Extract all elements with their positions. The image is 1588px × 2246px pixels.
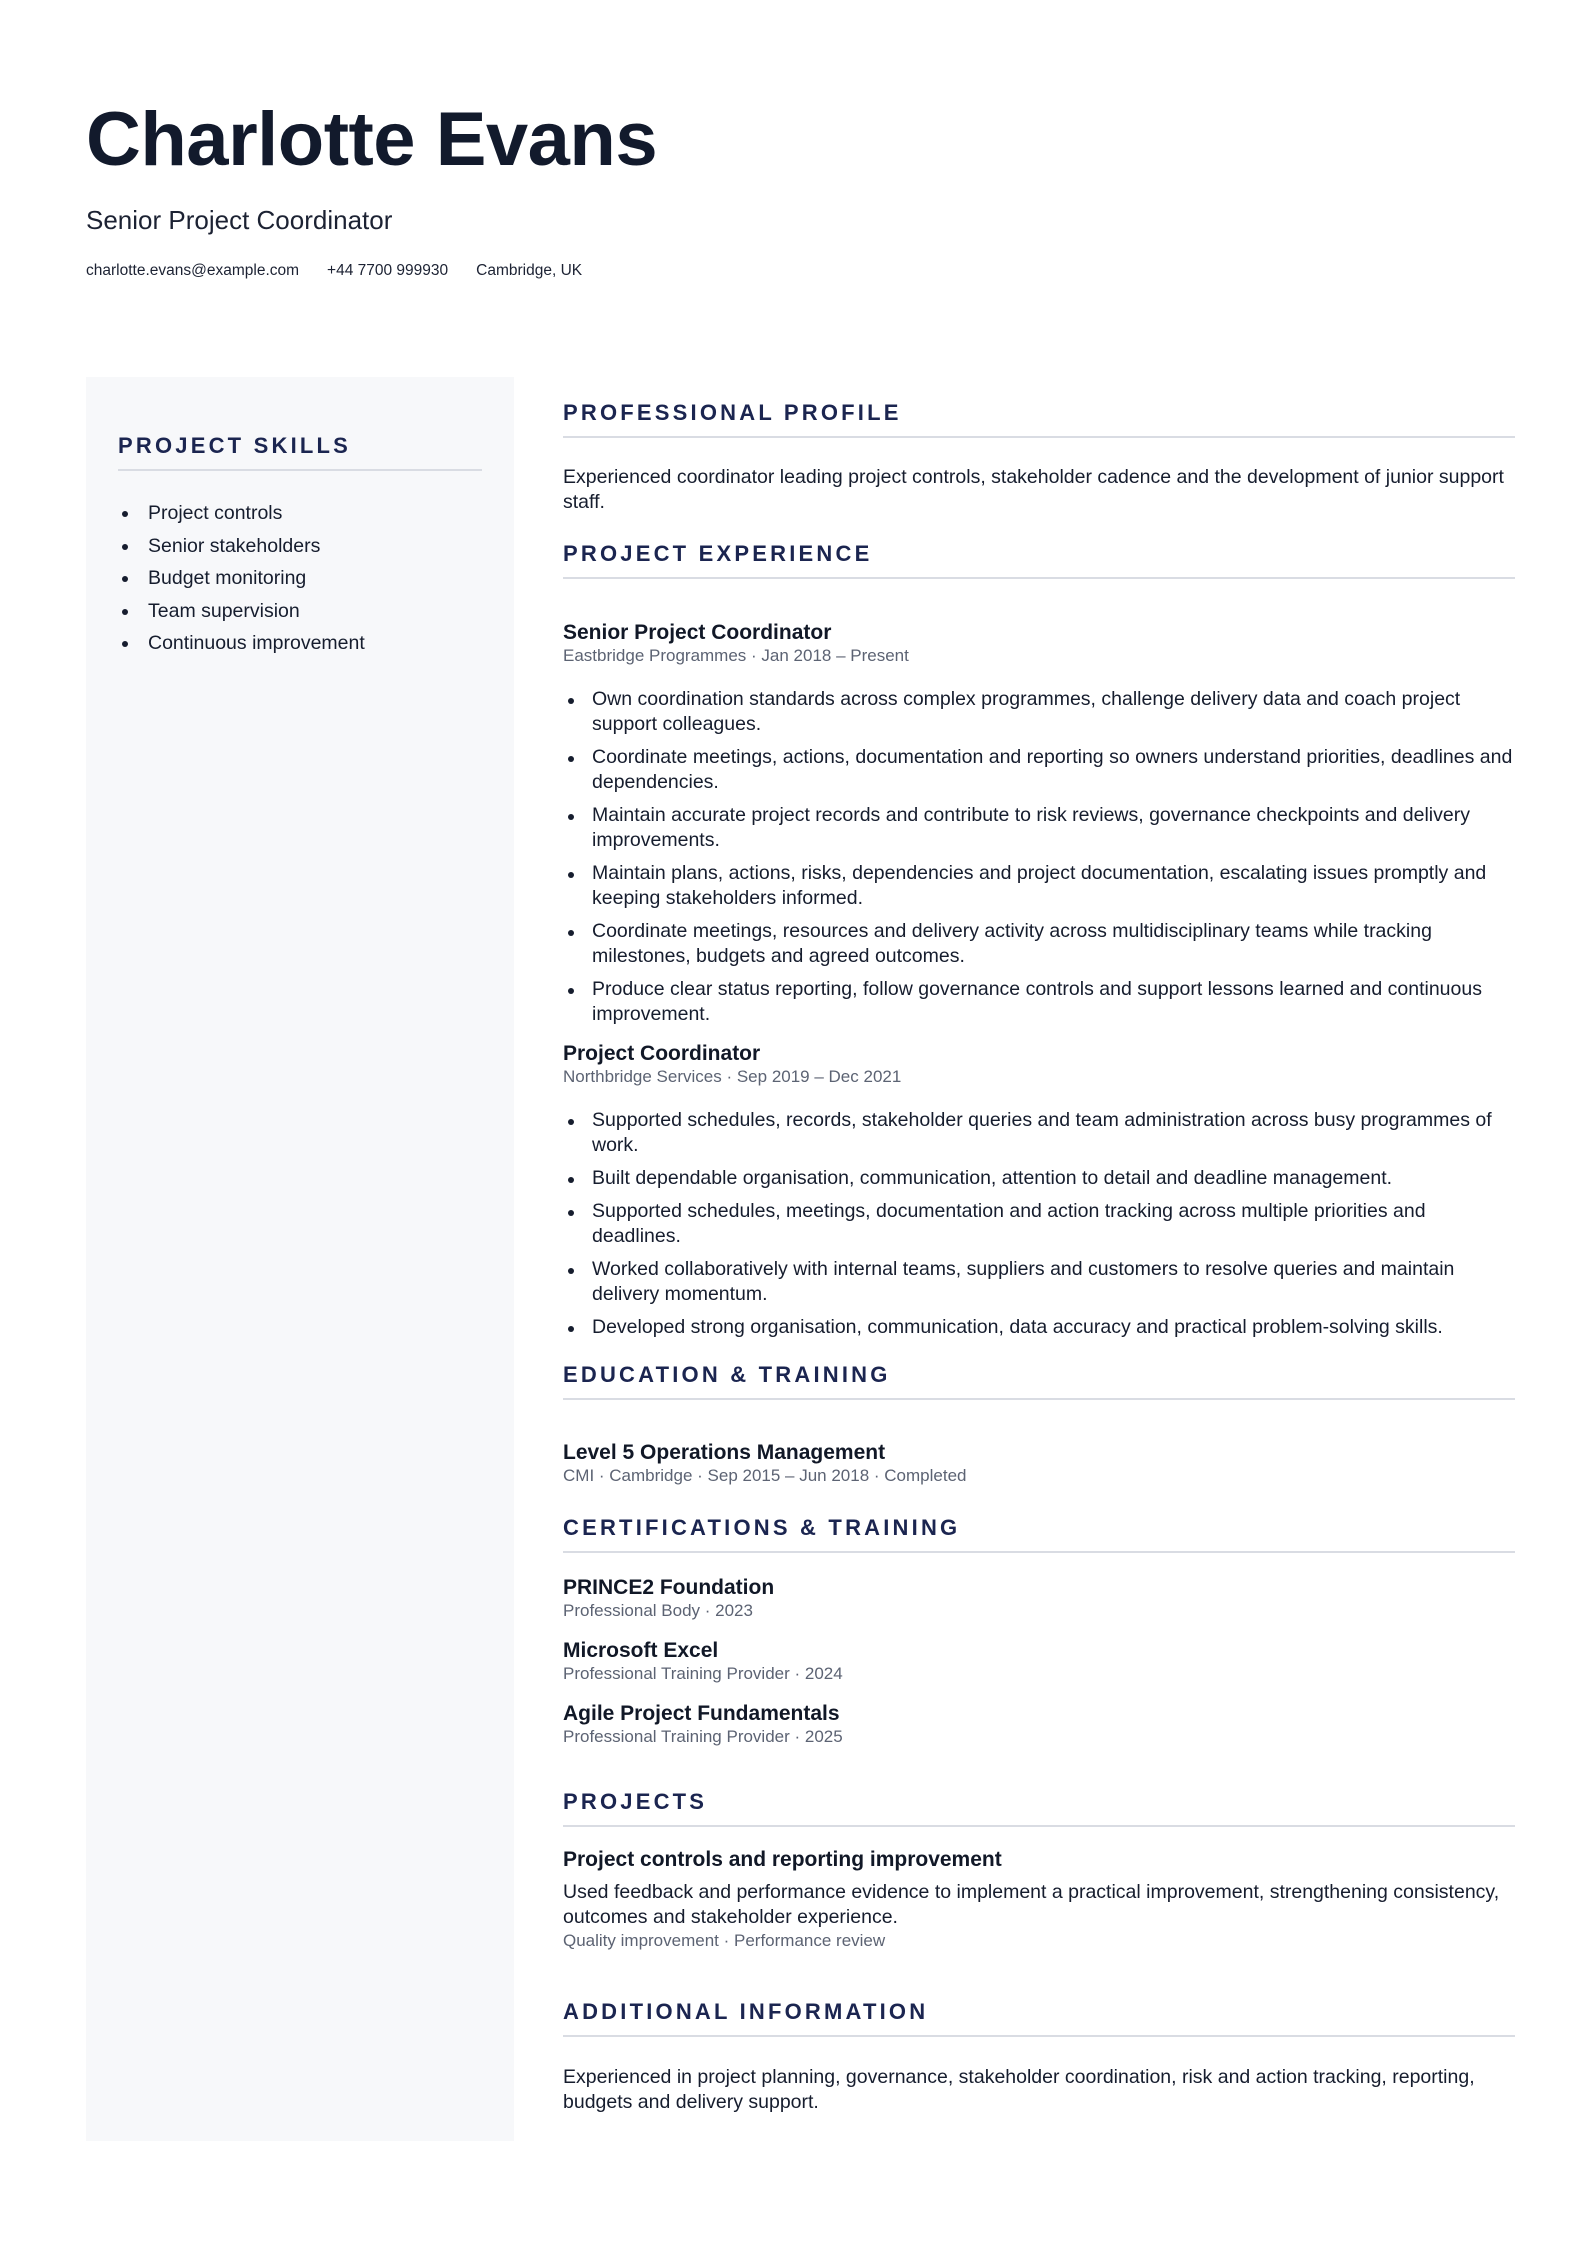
certification-meta: Professional Training Provider · 2025: [563, 1727, 843, 1746]
job-bullet: Produce clear status reporting, follow governance controls and support lessons learned and continuous improvement.: [563, 977, 1515, 1027]
job-bullet: Coordinate meetings, resources and delivery activity across multidisciplinary teams while tracking milestones, budgets and agreed outcomes.: [563, 919, 1515, 969]
job-bullet: Own coordination standards across complex programmes, challenge delivery data and coach project support colleagues.: [563, 687, 1515, 737]
job-entry: [563, 620, 1515, 1027]
job-bullet: Maintain accurate project records and contribute to risk reviews, governance checkpoints and delivery improvements.: [563, 803, 1515, 853]
skill-item: Senior stakeholders: [118, 530, 482, 563]
skills-heading: PROJECT SKILLS: [118, 433, 482, 471]
sidebar: [86, 377, 514, 2141]
skill-item: Budget monitoring: [118, 562, 482, 595]
education-heading: EDUCATION & TRAINING: [563, 1362, 1515, 1400]
profile-text: Experienced coordinator leading project controls, stakeholder cadence and the development of junior support staff.: [563, 466, 1504, 513]
certification-entry: [563, 1638, 1515, 1684]
main-content: [563, 400, 1515, 2115]
job-title: Senior Project Coordinator: [563, 621, 832, 644]
certification-meta: Professional Training Provider · 2024: [563, 1664, 843, 1683]
certifications-section: [563, 1515, 1515, 1747]
contact-line: [86, 262, 1506, 280]
job-bullet: Developed strong organisation, communication, data accuracy and practical problem-solving skills.: [563, 1315, 1515, 1340]
projects-section: [563, 1789, 1515, 1951]
certifications-heading: CERTIFICATIONS & TRAINING: [563, 1515, 1515, 1553]
job-title: Project Coordinator: [563, 1042, 761, 1065]
candidate-name: Charlotte Evans: [86, 97, 658, 182]
candidate-role: Senior Project Coordinator: [86, 205, 393, 235]
job-bullet: Supported schedules, meetings, documentation and action tracking across multiple priorities and deadlines.: [563, 1199, 1515, 1249]
project-title: Project controls and reporting improvement: [563, 1848, 1002, 1871]
contact-location: Cambridge, UK: [476, 262, 583, 279]
education-meta: CMI · Cambridge · Sep 2015 – Jun 2018 · Completed: [563, 1466, 967, 1485]
job-bullets: [563, 1108, 1515, 1340]
contact-email: charlotte.evans@example.com: [86, 262, 300, 279]
certification-entry: [563, 1701, 1515, 1747]
additional-heading: ADDITIONAL INFORMATION: [563, 1999, 1515, 2037]
profile-heading: PROFESSIONAL PROFILE: [563, 400, 1515, 438]
contact-phone: +44 7700 999930: [327, 262, 449, 279]
additional-section: [563, 1999, 1515, 2115]
education-entry: [563, 1440, 1515, 1486]
job-bullet: Built dependable organisation, communication, attention to detail and deadline management.: [563, 1166, 1515, 1191]
project-meta: Quality improvement · Performance review: [563, 1931, 886, 1950]
certification-title: PRINCE2 Foundation: [563, 1576, 775, 1599]
education-title: Level 5 Operations Management: [563, 1441, 886, 1464]
job-bullet: Supported schedules, records, stakeholder queries and team administration across busy programmes of work.: [563, 1108, 1515, 1158]
job-bullets: [563, 687, 1515, 1027]
education-section: [563, 1362, 1515, 1486]
certification-title: Agile Project Fundamentals: [563, 1702, 840, 1725]
projects-heading: PROJECTS: [563, 1789, 1515, 1827]
job-bullet: Coordinate meetings, actions, documentation and reporting so owners understand priorities, deadlines and dependencies.: [563, 745, 1515, 795]
certification-title: Microsoft Excel: [563, 1639, 719, 1662]
job-entry: [563, 1041, 1515, 1340]
job-meta: Eastbridge Programmes · Jan 2018 – Present: [563, 646, 909, 665]
profile-section: [563, 400, 1515, 515]
job-meta: Northbridge Services · Sep 2019 – Dec 2021: [563, 1067, 902, 1086]
certification-entry: [563, 1575, 1515, 1621]
resume-header: [86, 96, 1506, 280]
additional-text: Experienced in project planning, governance, stakeholder coordination, risk and action tracking, reporting, budgets and delivery support.: [563, 2066, 1475, 2113]
job-bullet: Worked collaboratively with internal teams, suppliers and customers to resolve queries and maintain delivery momentum.: [563, 1257, 1515, 1307]
experience-section: [563, 541, 1515, 1340]
project-description: Used feedback and performance evidence to implement a practical improvement, strengthening consistency, outcomes and stakeholder experience.: [563, 1881, 1500, 1928]
certification-meta: Professional Body · 2023: [563, 1601, 753, 1620]
skill-item: Team supervision: [118, 595, 482, 628]
skill-item: Project controls: [118, 497, 482, 530]
skill-item: Continuous improvement: [118, 627, 482, 660]
job-bullet: Maintain plans, actions, risks, dependencies and project documentation, escalating issues promptly and keeping stakeholders informed.: [563, 861, 1515, 911]
skills-list: [118, 497, 482, 660]
experience-heading: PROJECT EXPERIENCE: [563, 541, 1515, 579]
project-entry: [563, 1847, 1515, 1951]
